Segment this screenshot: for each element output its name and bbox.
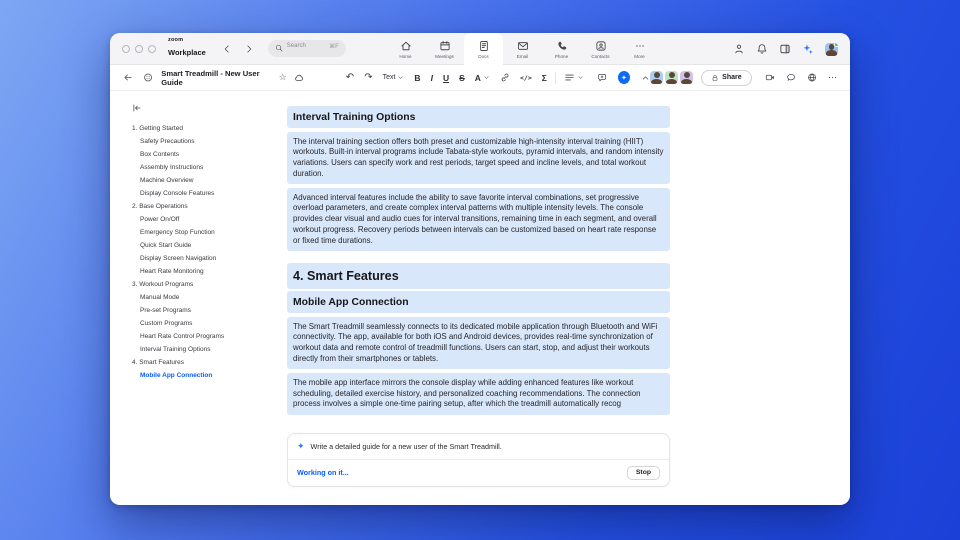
nav-tab-home[interactable]: Home: [386, 33, 425, 65]
outline-item[interactable]: Interval Training Options: [140, 346, 211, 353]
collapse-outline-icon[interactable]: [132, 103, 142, 113]
outline-item[interactable]: Power On/Off: [140, 216, 180, 223]
history-back-icon[interactable]: [222, 44, 232, 54]
document-blocks: [287, 106, 670, 415]
editor-canvas[interactable]: [287, 91, 850, 503]
outline-item[interactable]: Custom Programs: [140, 320, 193, 327]
outline-item[interactable]: Quick Start Guide: [140, 242, 192, 249]
list-align-dropdown[interactable]: [564, 72, 584, 83]
favorite-star-icon[interactable]: ☆: [278, 72, 287, 82]
ai-companion-panel: [287, 433, 670, 487]
history-forward-icon[interactable]: [244, 44, 254, 54]
formula-icon[interactable]: Σ: [541, 72, 547, 83]
outline-item[interactable]: Manual Mode: [140, 294, 180, 301]
more-options-icon[interactable]: ⋯: [828, 72, 837, 82]
side-panel-toggle-icon[interactable]: [779, 43, 791, 55]
notifications-bell-icon[interactable]: [756, 43, 768, 55]
chevron-down-icon: [483, 74, 490, 81]
underline-button[interactable]: U: [442, 72, 450, 83]
share-button[interactable]: Share: [701, 70, 751, 86]
video-call-icon[interactable]: [765, 72, 775, 83]
zoom-workplace-window: [110, 33, 850, 505]
strikethrough-button[interactable]: S: [459, 72, 465, 83]
chevron-down-icon: [577, 74, 584, 81]
nav-tab-meetings[interactable]: Meetings: [425, 33, 464, 65]
collaborator-avatars[interactable]: [650, 71, 693, 84]
maximize-window-button[interactable]: [148, 45, 156, 53]
doc-title[interactable]: Smart Treadmill - New User Guide: [161, 68, 260, 87]
text-color-dropdown[interactable]: A: [475, 73, 490, 83]
ai-sparkle-icon: ✦: [297, 440, 305, 451]
window-controls[interactable]: [122, 45, 156, 53]
nav-tab-phone[interactable]: Phone: [542, 33, 581, 65]
outline-item[interactable]: Mobile App Connection: [140, 372, 213, 379]
add-comment-icon[interactable]: [597, 72, 607, 83]
outline-item[interactable]: Emergency Stop Function: [140, 229, 215, 236]
undo-icon[interactable]: ↶: [345, 72, 355, 83]
nav-tab-docs[interactable]: Docs: [464, 33, 503, 66]
stop-generation-button[interactable]: Stop: [627, 466, 660, 480]
minimize-window-button[interactable]: [135, 45, 143, 53]
outline-item[interactable]: Display Screen Navigation: [140, 255, 217, 262]
presence-icon[interactable]: [733, 43, 745, 55]
insert-link-icon[interactable]: [500, 72, 510, 83]
back-icon[interactable]: [123, 72, 133, 83]
nav-tab-more[interactable]: More: [620, 33, 659, 65]
collaborator-avatar[interactable]: [680, 71, 693, 84]
doc-block[interactable]: 4. Smart Features: [287, 263, 670, 289]
chat-bubble-icon[interactable]: [786, 72, 796, 83]
outline-item[interactable]: Pre-set Programs: [140, 307, 191, 314]
titlebar: [110, 33, 850, 65]
phone-icon: [556, 40, 568, 52]
calendar-icon: [439, 40, 451, 52]
doc-block[interactable]: Mobile App Connection: [287, 291, 670, 313]
docs-home-icon[interactable]: [143, 72, 153, 83]
doc-block[interactable]: Advanced interval features include the ability to save favorite interval combinations, set progressive overload parameters, and create complex interval patterns with multiple intensity levels. The console provides clear visual and audio cues for interval transitions, remaining time in each segment, and overall workout progress. Recovery periods between intervals can be customized based on heart rate response or fixed time durations.: [287, 188, 670, 251]
align-lines-icon: [564, 72, 575, 83]
outline-item[interactable]: Heart Rate Monitoring: [140, 268, 204, 275]
user-avatar[interactable]: [825, 43, 838, 56]
globe-icon[interactable]: [807, 72, 817, 83]
outline-item[interactable]: Machine Overview: [140, 177, 194, 184]
online-status-dot: [834, 43, 838, 47]
close-window-button[interactable]: [122, 45, 130, 53]
document-outline: [110, 91, 287, 503]
global-search-input[interactable]: [268, 40, 346, 57]
outline-item[interactable]: 2. Base Operations: [132, 203, 188, 210]
document-icon: [478, 40, 490, 52]
contacts-icon: [595, 40, 607, 52]
cloud-sync-icon[interactable]: [294, 72, 304, 83]
outline-item[interactable]: Assembly Instructions: [140, 164, 204, 171]
main-nav: [386, 33, 659, 65]
doc-block[interactable]: The interval training section offers both preset and customizable high-intensity interval training (HIIT) workouts. Built-in interval programs include Tabata-style workouts, pyramid intervals, and random intensity variations. Users can specify work and rest periods, target speed and incline levels, and total workout duration.: [287, 132, 670, 184]
mail-icon: [517, 40, 529, 52]
search-shortcut: ⌘F: [329, 44, 339, 50]
lock-icon: [711, 74, 719, 82]
ai-companion-button[interactable]: ✦: [618, 71, 630, 84]
outline-item[interactable]: Safety Precautions: [140, 138, 195, 145]
doc-block[interactable]: The Smart Treadmill seamlessly connects to its dedicated mobile application through Bluetooth and WiFi connectivity. The app, available for both iOS and Android devices, provides real-time synchronization of workout data and remote control of treadmill functions. Users can start, stop, and adjust their workouts directly from their smartphones or tablets.: [287, 317, 670, 369]
more-dots-icon: [634, 40, 646, 52]
ai-status-text: Working on it...: [297, 468, 349, 478]
doc-block[interactable]: The mobile app interface mirrors the console display while adding enhanced features like workout scheduling, detailed exercise history, and personalized coaching recommendations. The connection process involves a simple one-time pairing setup, after which the treadmill automatically recog: [287, 373, 670, 414]
bold-button[interactable]: B: [414, 72, 421, 83]
text-style-dropdown[interactable]: Text: [383, 74, 405, 81]
outline-item[interactable]: Heart Rate Control Programs: [140, 333, 225, 340]
ai-prompt-text: Write a detailed guide for a new user of the Smart Treadmill.: [310, 441, 502, 451]
doc-block[interactable]: Interval Training Options: [287, 106, 670, 128]
collapse-toolbar-icon[interactable]: [641, 73, 650, 83]
nav-tab-email[interactable]: Email: [503, 33, 542, 65]
search-icon: [275, 44, 283, 52]
outline-item[interactable]: Display Console Features: [140, 190, 215, 197]
chevron-down-icon: [397, 74, 404, 81]
home-icon: [400, 40, 412, 52]
ai-companion-sparkle-icon[interactable]: [802, 43, 814, 55]
doc-toolbar: [110, 65, 850, 91]
code-block-icon[interactable]: </>: [520, 73, 532, 82]
italic-button[interactable]: I: [430, 72, 433, 83]
outline-item[interactable]: 1. Getting Started: [132, 125, 183, 132]
collaborator-avatar[interactable]: [650, 71, 663, 84]
redo-icon[interactable]: ↷: [364, 72, 373, 83]
search-placeholder: Search: [286, 43, 306, 49]
outline-item[interactable]: 4. Smart Features: [132, 359, 185, 366]
zoom-workplace-logo: zoom Workplace: [168, 36, 206, 58]
outline-item[interactable]: Box Contents: [140, 151, 180, 158]
nav-tab-contacts[interactable]: Contacts: [581, 33, 620, 65]
collaborator-avatar[interactable]: [665, 71, 678, 84]
outline-item[interactable]: 3. Workout Programs: [132, 281, 194, 288]
